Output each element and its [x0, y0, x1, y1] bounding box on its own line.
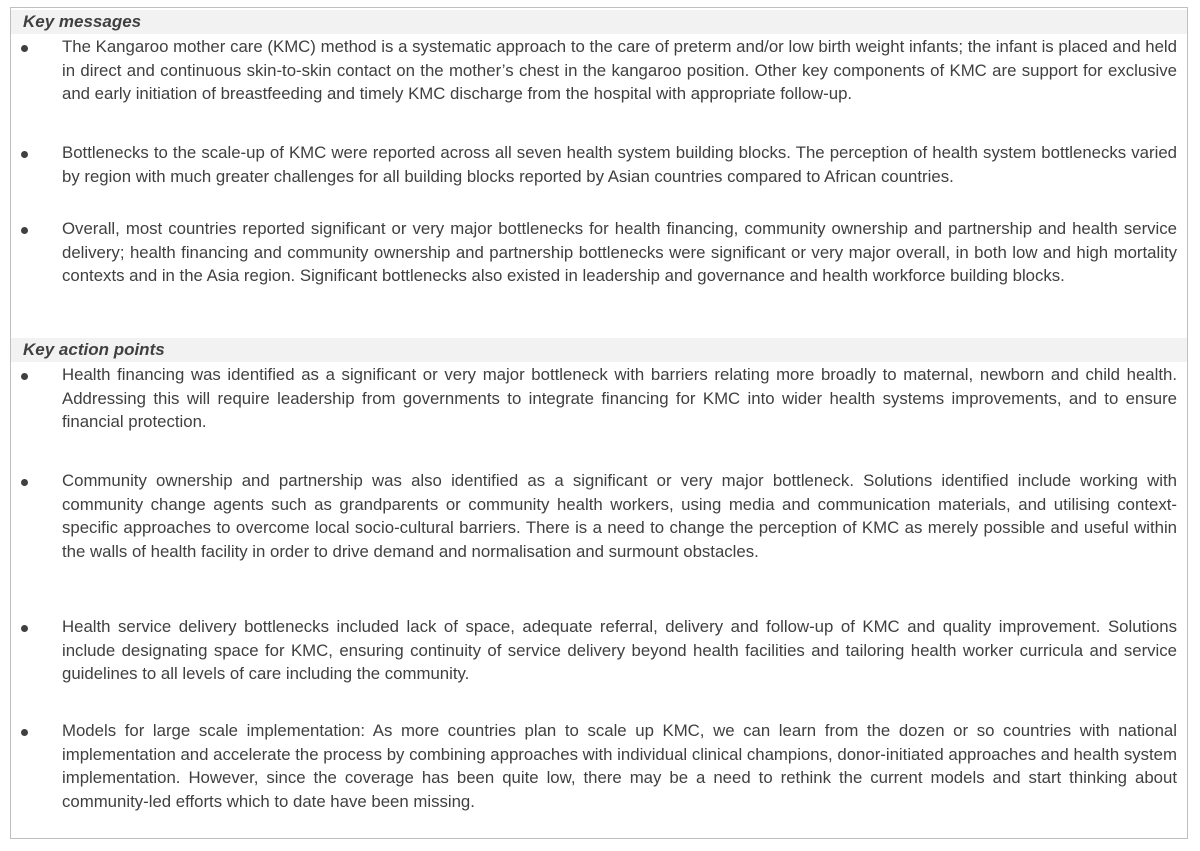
- key-messages-header: [11, 10, 1187, 34]
- action-point-text: Health service delivery bottlenecks included lack of space, adequate referral, delivery and follow-up of KMC and quality improvement. Solutions include designating space for KMC, ensuring continuity of service delivery beyond health facilities and tailoring health worker curricula and service guidelines to all levels of care including the community.: [62, 617, 1177, 683]
- action-point-text: Community ownership and partnership was also identified as a significant or very major bottleneck. Solutions identified include working with community change agents such as grandparents or community health workers, using media and communication materials, and utilising context-specific approaches to overcome local socio-cultural barriers. There is a need to change the perception of KMC as merely possible and useful within the walls of health facility in order to drive demand and normalisation and surmount obstacles.: [62, 471, 1177, 561]
- key-action-points-header: [11, 338, 1187, 362]
- key-action-points-title: Key action points: [23, 340, 165, 359]
- key-message-text: Overall, most countries reported significant or very major bottlenecks for health financing, community ownership and partnership and health service delivery; health financing and community ownership and partnership bottlenecks were significant or very major overall, in both low and high mortality contexts and in the Asia region. Significant bottlenecks also existed in leadership and governance and health workforce building blocks.: [62, 219, 1177, 285]
- key-message-text: The Kangaroo mother care (KMC) method is a systematic approach to the care of preterm and/or low birth weight infants; the infant is placed and held in direct and continuous skin-to-skin contact on the mother’s chest in the kangaroo position. Other key components of KMC are support for exclusive and early initiation of breastfeeding and timely KMC discharge from the hospital with appropriate follow-up.: [62, 37, 1177, 103]
- bullet-icon: [21, 625, 28, 632]
- key-messages-box: [10, 7, 1188, 839]
- key-message-text: Bottlenecks to the scale-up of KMC were reported across all seven health system building blocks. The perception of health system bottlenecks varied by region with much greater challenges for all building blocks reported by Asian countries compared to African countries.: [62, 143, 1177, 186]
- bullet-icon: [21, 479, 28, 486]
- key-messages-title: Key messages: [23, 12, 142, 31]
- bullet-icon: [21, 729, 28, 736]
- bullet-icon: [21, 45, 28, 52]
- bullet-icon: [21, 373, 28, 380]
- action-point-text: Models for large scale implementation: As more countries plan to scale up KMC, we can learn from the dozen or so countries with national implementation and accelerate the process by combining approaches with individual clinical champions, donor-initiated approaches and health system implementation. However, since the coverage has been quite low, there may be a need to rethink the current models and start thinking about community-led efforts which to date have been missing.: [62, 721, 1177, 811]
- bullet-icon: [21, 227, 28, 234]
- bullet-icon: [21, 151, 28, 158]
- action-point-text: Health financing was identified as a significant or very major bottleneck with barriers relating more broadly to maternal, newborn and child health. Addressing this will require leadership from governments to integrate financing for KMC into wider health systems improvements, and to ensure financial protection.: [62, 365, 1177, 431]
